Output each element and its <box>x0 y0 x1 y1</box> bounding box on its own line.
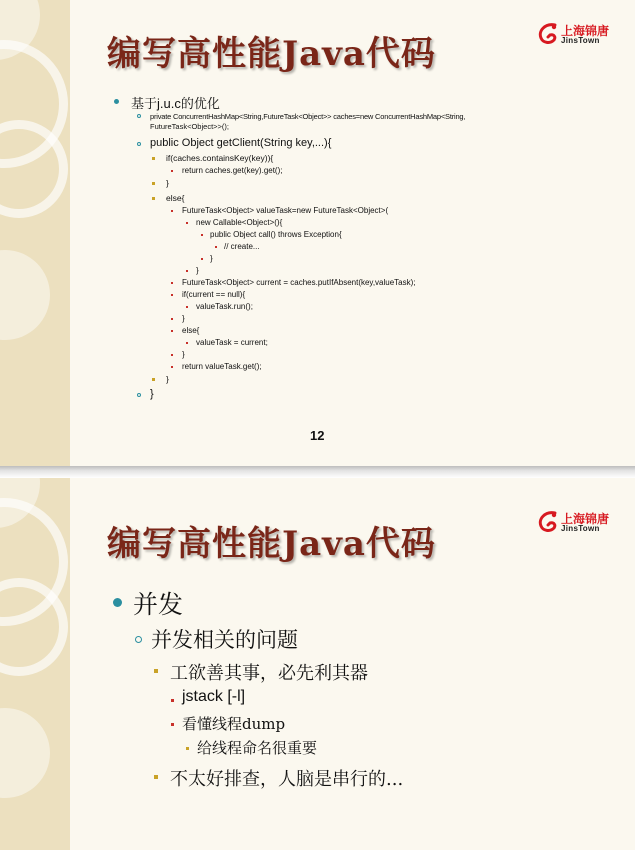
code-method-signature: public Object getClient(String key,...){ <box>150 137 332 149</box>
code-declaration-line1: private ConcurrentHashMap<String,FutureTask<Object>> caches=new ConcurrentHashMap<String, <box>150 112 466 121</box>
code-line: else{ <box>166 193 185 203</box>
bullet-text: 并发 <box>133 590 184 619</box>
list-item: jstack [-l] <box>182 688 246 705</box>
code-method-close: } <box>150 388 154 400</box>
sub-bullet-dot <box>135 636 142 643</box>
code-line: } <box>166 178 169 188</box>
list-item: 工欲善其事，必先利其器 <box>170 663 368 684</box>
decorative-side-band <box>0 478 70 850</box>
brand-logo <box>537 22 627 48</box>
code-line: } <box>166 374 169 384</box>
code-line: } <box>182 350 185 359</box>
code-declaration-line2: FutureTask<Object>>(); <box>150 122 229 131</box>
slide-title: 编写高性能Java代码 <box>107 34 436 74</box>
code-line: new Callable<Object>(){ <box>196 218 283 227</box>
code-line: public Object call() throws Exception{ <box>210 230 342 239</box>
page-number: 12 <box>310 428 325 443</box>
sub-bullet-dot <box>137 142 141 146</box>
sub-bullet-text: 并发相关的问题 <box>151 628 298 652</box>
slide-2 <box>0 478 635 850</box>
logo-text-en: JinsTown <box>561 524 600 533</box>
code-line: } <box>182 314 185 323</box>
code-line: return valueTask.get(); <box>182 362 262 371</box>
code-line: valueTask = current; <box>196 338 268 347</box>
logo-text-cn: 上海锦唐 <box>561 512 610 526</box>
code-line: else{ <box>182 326 200 335</box>
list-item: 给线程命名很重要 <box>197 739 318 757</box>
logo-text-cn: 上海锦唐 <box>561 24 610 38</box>
code-line: } <box>196 266 199 275</box>
slide-separator <box>0 466 635 478</box>
decorative-side-band <box>0 0 70 466</box>
jinstown-logo-icon <box>537 510 559 534</box>
bullet-dot <box>113 598 122 607</box>
bullet-dot <box>114 99 119 104</box>
code-line: valueTask.run(); <box>196 302 253 311</box>
code-line: return caches.get(key).get(); <box>182 166 283 175</box>
code-line: if(caches.containsKey(key)){ <box>166 153 274 163</box>
list-item: 看懂线程dump <box>182 715 286 733</box>
code-line: // create... <box>224 242 260 251</box>
logo-text-en: JinsTown <box>561 36 600 45</box>
code-line: if(current == null){ <box>182 290 246 299</box>
code-line: FutureTask<Object> valueTask=new FutureTask<Object>( <box>182 206 389 215</box>
jinstown-logo-icon <box>537 22 559 46</box>
code-line: } <box>210 254 213 263</box>
slide-title: 编写高性能Java代码 <box>107 524 436 564</box>
code-line: FutureTask<Object> current = caches.putIfAbsent(key,valueTask); <box>182 278 416 287</box>
list-item: 不太好排查，人脑是串行的... <box>170 769 404 790</box>
brand-logo <box>537 510 627 536</box>
sub-bullet-dot <box>137 114 141 118</box>
sub-bullet-dot <box>137 393 141 397</box>
bullet-text: 基于j.u.c的优化 <box>131 96 220 111</box>
